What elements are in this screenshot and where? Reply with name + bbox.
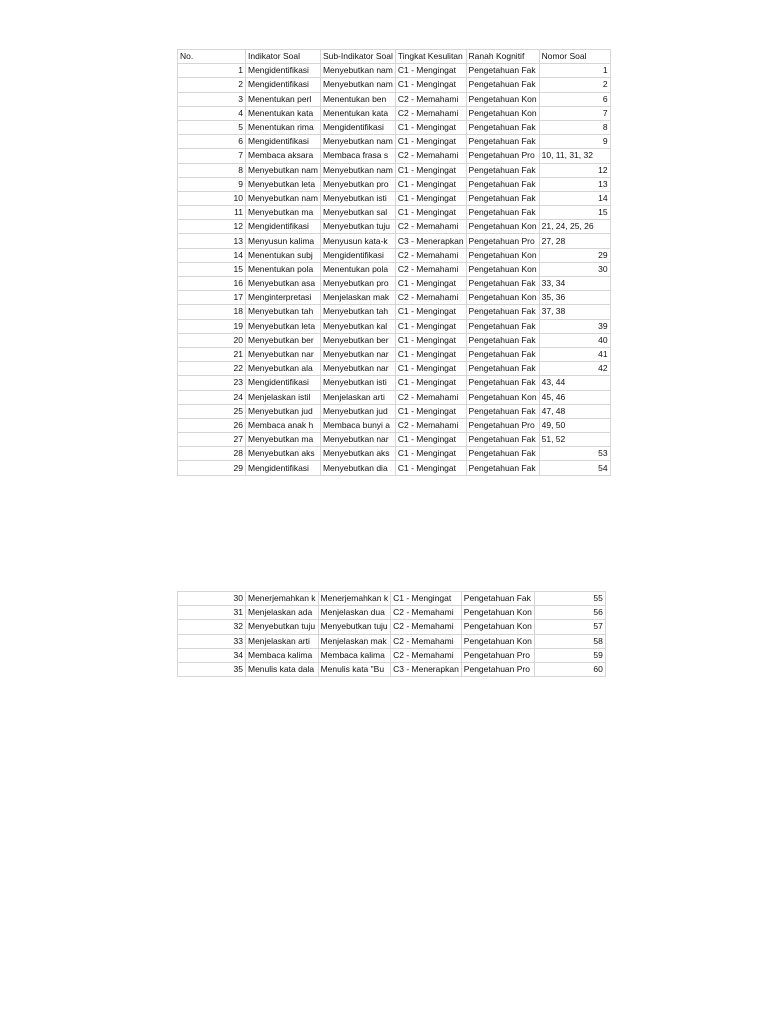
cell-sub-indikator: Menentukan pola — [320, 262, 395, 276]
cell-no: 15 — [178, 262, 246, 276]
cell-ranah-kognitif: Pengetahuan Kon — [466, 220, 539, 234]
cell-nomor-soal: 35, 36 — [539, 291, 610, 305]
cell-nomor-soal: 43, 44 — [539, 376, 610, 390]
cell-tingkat-kesulitan: C1 - Mengingat — [395, 433, 466, 447]
cell-ranah-kognitif: Pengetahuan Fak — [466, 206, 539, 220]
cell-ranah-kognitif: Pengetahuan Kon — [461, 606, 534, 620]
cell-indikator: Menyebutkan ma — [246, 433, 321, 447]
cell-indikator: Menyebutkan leta — [246, 177, 321, 191]
table-row — [178, 120, 611, 134]
cell-indikator: Membaca aksara — [246, 149, 321, 163]
table-row — [178, 606, 606, 620]
cell-indikator: Mengidentifikasi — [246, 64, 321, 78]
cell-no: 32 — [178, 620, 246, 634]
cell-ranah-kognitif: Pengetahuan Fak — [466, 277, 539, 291]
cell-indikator: Menyebutkan ala — [246, 362, 321, 376]
cell-indikator: Menjelaskan istil — [246, 390, 321, 404]
cell-no: 26 — [178, 418, 246, 432]
cell-ranah-kognitif: Pengetahuan Kon — [466, 92, 539, 106]
cell-tingkat-kesulitan: C2 - Memahami — [395, 291, 466, 305]
table-row — [178, 634, 606, 648]
cell-ranah-kognitif: Pengetahuan Fak — [466, 404, 539, 418]
cell-ranah-kognitif: Pengetahuan Fak — [466, 135, 539, 149]
cell-tingkat-kesulitan: C1 - Mengingat — [395, 206, 466, 220]
table-row — [178, 177, 611, 191]
cell-ranah-kognitif: Pengetahuan Fak — [466, 433, 539, 447]
cell-sub-indikator: Menyebutkan pro — [320, 277, 395, 291]
cell-nomor-soal: 55 — [534, 592, 605, 606]
cell-tingkat-kesulitan: C2 - Memahami — [391, 648, 462, 662]
cell-nomor-soal: 40 — [539, 333, 610, 347]
cell-indikator: Menjelaskan ada — [246, 606, 319, 620]
cell-indikator: Menerjemahkan k — [246, 592, 319, 606]
cell-ranah-kognitif: Pengetahuan Pro — [466, 149, 539, 163]
cell-nomor-soal: 21, 24, 25, 26 — [539, 220, 610, 234]
cell-no: 22 — [178, 362, 246, 376]
cell-nomor-soal: 1 — [539, 64, 610, 78]
cell-nomor-soal: 51, 52 — [539, 433, 610, 447]
table-row — [178, 592, 606, 606]
cell-tingkat-kesulitan: C2 - Memahami — [395, 220, 466, 234]
cell-indikator: Menentukan rima — [246, 120, 321, 134]
cell-no: 28 — [178, 447, 246, 461]
table-row — [178, 648, 606, 662]
cell-sub-indikator: Menjelaskan mak — [320, 291, 395, 305]
cell-indikator: Mengidentifikasi — [246, 220, 321, 234]
cell-tingkat-kesulitan: C1 - Mengingat — [395, 277, 466, 291]
cell-tingkat-kesulitan: C2 - Memahami — [395, 262, 466, 276]
cell-indikator: Menyebutkan leta — [246, 319, 321, 333]
cell-ranah-kognitif: Pengetahuan Kon — [461, 620, 534, 634]
cell-ranah-kognitif: Pengetahuan Fak — [466, 163, 539, 177]
header-sub-indikator: Sub-Indikator Soal — [320, 50, 395, 64]
cell-no: 9 — [178, 177, 246, 191]
table-row — [178, 333, 611, 347]
cell-no: 27 — [178, 433, 246, 447]
cell-tingkat-kesulitan: C2 - Memahami — [395, 390, 466, 404]
cell-ranah-kognitif: Pengetahuan Fak — [466, 78, 539, 92]
cell-sub-indikator: Menyebutkan jud — [320, 404, 395, 418]
cell-no: 25 — [178, 404, 246, 418]
table-row — [178, 64, 611, 78]
table-row — [178, 149, 611, 163]
cell-nomor-soal: 47, 48 — [539, 404, 610, 418]
cell-nomor-soal: 29 — [539, 248, 610, 262]
cell-sub-indikator: Mengidentifikasi — [320, 248, 395, 262]
cell-nomor-soal: 13 — [539, 177, 610, 191]
cell-sub-indikator: Menjelaskan mak — [318, 634, 391, 648]
header-nomor-soal: Nomor Soal — [539, 50, 610, 64]
table-row — [178, 662, 606, 676]
cell-nomor-soal: 56 — [534, 606, 605, 620]
cell-sub-indikator: Menyebutkan isti — [320, 376, 395, 390]
cell-no: 1 — [178, 64, 246, 78]
cell-tingkat-kesulitan: C1 - Mengingat — [395, 191, 466, 205]
cell-sub-indikator: Membaca bunyi a — [320, 418, 395, 432]
cell-nomor-soal: 49, 50 — [539, 418, 610, 432]
header-ranah-kognitif: Ranah Kognitif — [466, 50, 539, 64]
cell-nomor-soal: 58 — [534, 634, 605, 648]
cell-no: 23 — [178, 376, 246, 390]
header-indikator: Indikator Soal — [246, 50, 321, 64]
cell-indikator: Mengidentifikasi — [246, 461, 321, 475]
cell-ranah-kognitif: Pengetahuan Fak — [466, 347, 539, 361]
cell-ranah-kognitif: Pengetahuan Fak — [466, 319, 539, 333]
cell-tingkat-kesulitan: C1 - Mengingat — [391, 592, 462, 606]
cell-no: 8 — [178, 163, 246, 177]
cell-ranah-kognitif: Pengetahuan Pro — [461, 648, 534, 662]
header-tingkat-kesulitan: Tingkat Kesulitan — [395, 50, 466, 64]
cell-indikator: Menyebutkan aks — [246, 447, 321, 461]
cell-ranah-kognitif: Pengetahuan Fak — [466, 64, 539, 78]
cell-tingkat-kesulitan: C1 - Mengingat — [395, 120, 466, 134]
cell-sub-indikator: Menyebutkan nar — [320, 347, 395, 361]
table-row — [178, 305, 611, 319]
table-row — [178, 92, 611, 106]
table-row — [178, 135, 611, 149]
cell-sub-indikator: Menyebutkan nam — [320, 78, 395, 92]
cell-nomor-soal: 33, 34 — [539, 277, 610, 291]
table-header-row — [178, 50, 611, 64]
cell-tingkat-kesulitan: C1 - Mengingat — [395, 319, 466, 333]
table-row — [178, 234, 611, 248]
cell-indikator: Menentukan subj — [246, 248, 321, 262]
table-row — [178, 248, 611, 262]
cell-nomor-soal: 6 — [539, 92, 610, 106]
question-grid-table-continued — [177, 591, 606, 677]
cell-no: 20 — [178, 333, 246, 347]
cell-sub-indikator: Menyebutkan sal — [320, 206, 395, 220]
cell-sub-indikator: Menyebutkan nar — [320, 362, 395, 376]
cell-no: 2 — [178, 78, 246, 92]
cell-nomor-soal: 30 — [539, 262, 610, 276]
cell-nomor-soal: 59 — [534, 648, 605, 662]
cell-nomor-soal: 37, 38 — [539, 305, 610, 319]
cell-sub-indikator: Menyebutkan ber — [320, 333, 395, 347]
cell-ranah-kognitif: Pengetahuan Pro — [461, 662, 534, 676]
cell-nomor-soal: 10, 11, 31, 32 — [539, 149, 610, 163]
cell-sub-indikator: Menentukan kata — [320, 106, 395, 120]
cell-ranah-kognitif: Pengetahuan Kon — [466, 390, 539, 404]
question-grid-table — [177, 49, 611, 476]
cell-tingkat-kesulitan: C2 - Memahami — [395, 92, 466, 106]
cell-nomor-soal: 7 — [539, 106, 610, 120]
cell-ranah-kognitif: Pengetahuan Fak — [466, 447, 539, 461]
table-row — [178, 277, 611, 291]
table-row — [178, 404, 611, 418]
cell-tingkat-kesulitan: C2 - Memahami — [395, 418, 466, 432]
cell-sub-indikator: Menerjemahkan k — [318, 592, 391, 606]
cell-indikator: Menyebutkan ma — [246, 206, 321, 220]
cell-tingkat-kesulitan: C1 - Mengingat — [395, 362, 466, 376]
cell-indikator: Menentukan perl — [246, 92, 321, 106]
cell-no: 4 — [178, 106, 246, 120]
cell-indikator: Menyebutkan asa — [246, 277, 321, 291]
cell-sub-indikator: Menyebutkan aks — [320, 447, 395, 461]
cell-nomor-soal: 12 — [539, 163, 610, 177]
table-row — [178, 362, 611, 376]
cell-tingkat-kesulitan: C3 - Menerapkan — [395, 234, 466, 248]
cell-tingkat-kesulitan: C2 - Memahami — [395, 248, 466, 262]
cell-sub-indikator: Menyebutkan nar — [320, 433, 395, 447]
cell-indikator: Menentukan pola — [246, 262, 321, 276]
cell-no: 24 — [178, 390, 246, 404]
cell-ranah-kognitif: Pengetahuan Fak — [466, 120, 539, 134]
cell-ranah-kognitif: Pengetahuan Fak — [466, 461, 539, 475]
table-row — [178, 390, 611, 404]
cell-tingkat-kesulitan: C1 - Mengingat — [395, 404, 466, 418]
cell-no: 10 — [178, 191, 246, 205]
cell-nomor-soal: 15 — [539, 206, 610, 220]
cell-ranah-kognitif: Pengetahuan Kon — [466, 262, 539, 276]
cell-nomor-soal: 54 — [539, 461, 610, 475]
cell-sub-indikator: Menyebutkan pro — [320, 177, 395, 191]
cell-sub-indikator: Mengidentifikasi — [320, 120, 395, 134]
cell-nomor-soal: 53 — [539, 447, 610, 461]
cell-nomor-soal: 45, 46 — [539, 390, 610, 404]
cell-indikator: Menyebutkan tah — [246, 305, 321, 319]
cell-indikator: Menyebutkan nar — [246, 347, 321, 361]
cell-sub-indikator: Menyebutkan tuju — [320, 220, 395, 234]
cell-indikator: Membaca anak h — [246, 418, 321, 432]
table-row — [178, 206, 611, 220]
cell-sub-indikator: Menyebutkan tuju — [318, 620, 391, 634]
cell-tingkat-kesulitan: C1 - Mengingat — [395, 305, 466, 319]
cell-tingkat-kesulitan: C1 - Mengingat — [395, 177, 466, 191]
table-row — [178, 220, 611, 234]
cell-no: 7 — [178, 149, 246, 163]
cell-sub-indikator: Menyusun kata-k — [320, 234, 395, 248]
cell-ranah-kognitif: Pengetahuan Fak — [466, 362, 539, 376]
cell-tingkat-kesulitan: C2 - Memahami — [395, 149, 466, 163]
cell-tingkat-kesulitan: C2 - Memahami — [391, 606, 462, 620]
cell-tingkat-kesulitan: C1 - Mengingat — [395, 163, 466, 177]
table-row — [178, 418, 611, 432]
cell-nomor-soal: 60 — [534, 662, 605, 676]
cell-nomor-soal: 57 — [534, 620, 605, 634]
cell-tingkat-kesulitan: C1 - Mengingat — [395, 333, 466, 347]
cell-nomor-soal: 2 — [539, 78, 610, 92]
cell-ranah-kognitif: Pengetahuan Fak — [466, 177, 539, 191]
cell-indikator: Mengidentifikasi — [246, 376, 321, 390]
table-row — [178, 620, 606, 634]
cell-no: 16 — [178, 277, 246, 291]
cell-ranah-kognitif: Pengetahuan Kon — [461, 634, 534, 648]
cell-indikator: Mengidentifikasi — [246, 78, 321, 92]
cell-nomor-soal: 9 — [539, 135, 610, 149]
cell-no: 17 — [178, 291, 246, 305]
table-body — [178, 592, 606, 677]
cell-tingkat-kesulitan: C1 - Mengingat — [395, 64, 466, 78]
cell-tingkat-kesulitan: C3 - Menerapkan — [391, 662, 462, 676]
cell-tingkat-kesulitan: C1 - Mengingat — [395, 376, 466, 390]
cell-indikator: Membaca kalima — [246, 648, 319, 662]
table-row — [178, 191, 611, 205]
cell-no: 13 — [178, 234, 246, 248]
cell-sub-indikator: Membaca frasa s — [320, 149, 395, 163]
table-row — [178, 78, 611, 92]
cell-no: 29 — [178, 461, 246, 475]
cell-indikator: Menginterpretasi — [246, 291, 321, 305]
cell-indikator: Menulis kata dala — [246, 662, 319, 676]
cell-no: 6 — [178, 135, 246, 149]
cell-sub-indikator: Menyebutkan tah — [320, 305, 395, 319]
cell-nomor-soal: 27, 28 — [539, 234, 610, 248]
cell-sub-indikator: Menyebutkan nam — [320, 64, 395, 78]
cell-indikator: Menyebutkan ber — [246, 333, 321, 347]
cell-sub-indikator: Menyebutkan dia — [320, 461, 395, 475]
cell-sub-indikator: Menjelaskan dua — [318, 606, 391, 620]
cell-ranah-kognitif: Pengetahuan Fak — [466, 333, 539, 347]
cell-ranah-kognitif: Pengetahuan Kon — [466, 291, 539, 305]
cell-sub-indikator: Menyebutkan nam — [320, 135, 395, 149]
cell-nomor-soal: 8 — [539, 120, 610, 134]
cell-indikator: Menyusun kalima — [246, 234, 321, 248]
cell-indikator: Menjelaskan arti — [246, 634, 319, 648]
cell-indikator: Mengidentifikasi — [246, 135, 321, 149]
cell-no: 30 — [178, 592, 246, 606]
cell-nomor-soal: 42 — [539, 362, 610, 376]
cell-tingkat-kesulitan: C1 - Mengingat — [395, 78, 466, 92]
table-body — [178, 64, 611, 475]
cell-ranah-kognitif: Pengetahuan Pro — [466, 234, 539, 248]
cell-tingkat-kesulitan: C2 - Memahami — [391, 634, 462, 648]
cell-tingkat-kesulitan: C2 - Memahami — [391, 620, 462, 634]
cell-sub-indikator: Menulis kata "Bu — [318, 662, 391, 676]
cell-sub-indikator: Membaca kalima — [318, 648, 391, 662]
cell-ranah-kognitif: Pengetahuan Fak — [461, 592, 534, 606]
header-no: No. — [178, 50, 246, 64]
cell-nomor-soal: 39 — [539, 319, 610, 333]
cell-ranah-kognitif: Pengetahuan Kon — [466, 106, 539, 120]
cell-no: 31 — [178, 606, 246, 620]
cell-no: 21 — [178, 347, 246, 361]
cell-no: 5 — [178, 120, 246, 134]
cell-tingkat-kesulitan: C1 - Mengingat — [395, 135, 466, 149]
table-row — [178, 447, 611, 461]
cell-nomor-soal: 41 — [539, 347, 610, 361]
cell-tingkat-kesulitan: C1 - Mengingat — [395, 461, 466, 475]
table-row — [178, 291, 611, 305]
table-row — [178, 433, 611, 447]
cell-no: 33 — [178, 634, 246, 648]
cell-no: 3 — [178, 92, 246, 106]
cell-indikator: Menentukan kata — [246, 106, 321, 120]
cell-no: 19 — [178, 319, 246, 333]
cell-no: 34 — [178, 648, 246, 662]
cell-sub-indikator: Menjelaskan arti — [320, 390, 395, 404]
cell-ranah-kognitif: Pengetahuan Fak — [466, 191, 539, 205]
cell-no: 35 — [178, 662, 246, 676]
cell-no: 18 — [178, 305, 246, 319]
table-row — [178, 319, 611, 333]
cell-tingkat-kesulitan: C2 - Memahami — [395, 106, 466, 120]
cell-no: 14 — [178, 248, 246, 262]
table-row — [178, 163, 611, 177]
table-row — [178, 106, 611, 120]
cell-indikator: Menyebutkan jud — [246, 404, 321, 418]
cell-ranah-kognitif: Pengetahuan Kon — [466, 248, 539, 262]
cell-sub-indikator: Menyebutkan isti — [320, 191, 395, 205]
cell-no: 11 — [178, 206, 246, 220]
cell-ranah-kognitif: Pengetahuan Fak — [466, 376, 539, 390]
table-row — [178, 262, 611, 276]
cell-nomor-soal: 14 — [539, 191, 610, 205]
table-row — [178, 461, 611, 475]
cell-tingkat-kesulitan: C1 - Mengingat — [395, 447, 466, 461]
table-row — [178, 347, 611, 361]
table-row — [178, 376, 611, 390]
cell-sub-indikator: Menyebutkan nam — [320, 163, 395, 177]
cell-no: 12 — [178, 220, 246, 234]
cell-ranah-kognitif: Pengetahuan Fak — [466, 305, 539, 319]
cell-indikator: Menyebutkan tuju — [246, 620, 319, 634]
cell-indikator: Menyebutkan nam — [246, 163, 321, 177]
cell-indikator: Menyebutkan nam — [246, 191, 321, 205]
cell-sub-indikator: Menyebutkan kal — [320, 319, 395, 333]
cell-tingkat-kesulitan: C1 - Mengingat — [395, 347, 466, 361]
cell-sub-indikator: Menentukan ben — [320, 92, 395, 106]
cell-ranah-kognitif: Pengetahuan Pro — [466, 418, 539, 432]
